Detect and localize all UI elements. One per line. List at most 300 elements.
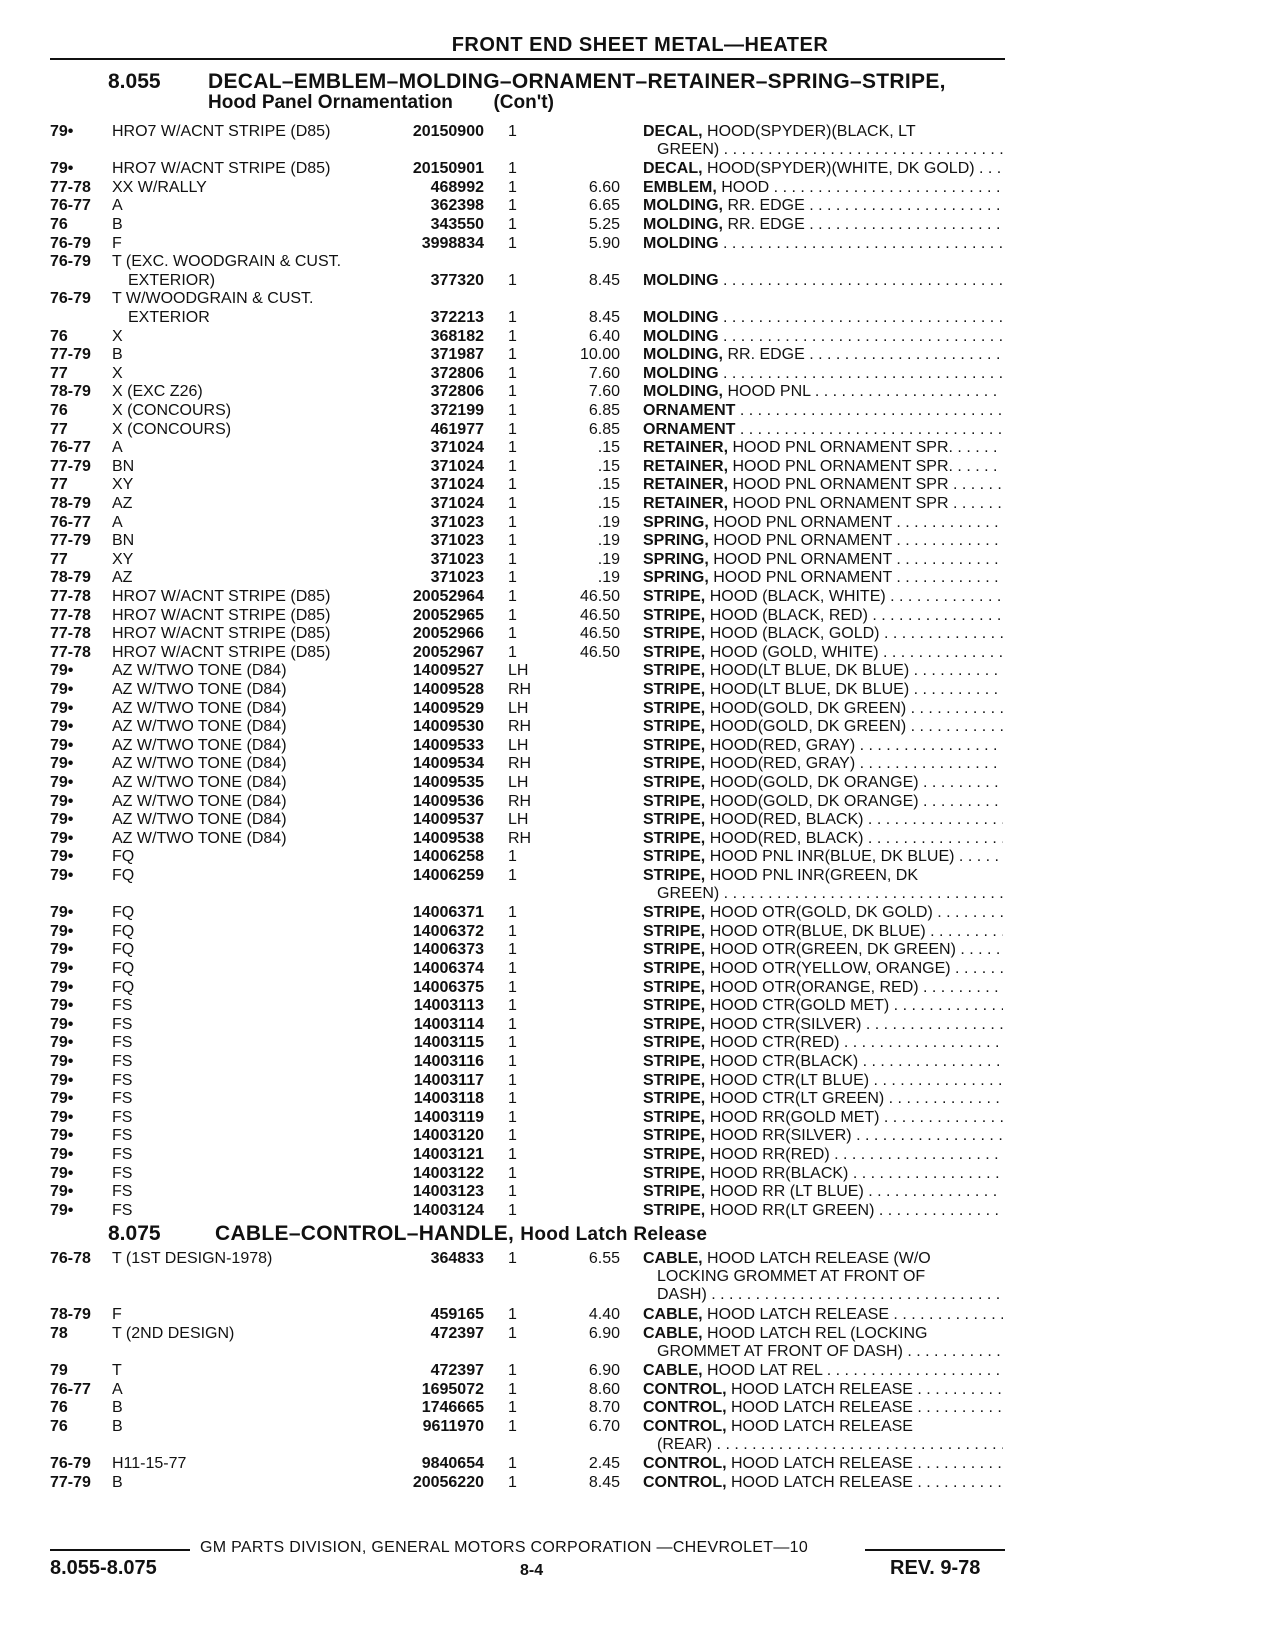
part-description — [643, 1016, 1003, 1034]
part-detail: HOOD OTR(GREEN, DK GREEN) . — [709, 941, 965, 959]
price: 46.50 — [579, 625, 620, 643]
quantity: 1 — [508, 123, 517, 140]
model-code — [112, 216, 392, 234]
part-name: STRIPE, — [643, 1183, 706, 1201]
part-name: STRIPE, — [643, 978, 706, 996]
part-name: SPRING, — [643, 569, 709, 587]
part-number: 20150901 — [412, 160, 484, 178]
part-description — [643, 235, 1003, 253]
leader-dots — [112, 341, 392, 343]
model-year: 76-79 — [50, 253, 91, 271]
quantity: 1 — [508, 550, 517, 568]
part-detail: HOOD CTR(SILVER) — [709, 1015, 862, 1033]
price: .19 — [597, 513, 620, 531]
part-name: CONTROL, — [643, 1455, 727, 1472]
quantity: 1 — [508, 904, 517, 922]
model-year: 76 — [50, 216, 68, 233]
part-number: 14003118 — [413, 1090, 484, 1108]
quantity: 1 — [508, 606, 517, 624]
price: .15 — [597, 457, 620, 475]
model-year: 79• — [50, 755, 74, 773]
part-description — [643, 1381, 1003, 1399]
part-detail: HOOD(GOLD, DK ORANGE) — [709, 792, 919, 810]
model-code-text: AZ W/TWO TONE (D84) — [112, 811, 290, 828]
price: 5.90 — [588, 234, 620, 252]
leader-dots — [112, 564, 392, 566]
model-code-text: F — [112, 235, 125, 252]
part-detail: HOOD PNL ORNAMENT SPR . — [732, 495, 958, 512]
leader-dots — [112, 973, 392, 975]
part-name: STRIPE, — [643, 1053, 706, 1070]
part-name: MOLDING — [643, 308, 719, 326]
part-description — [643, 607, 1003, 625]
model-year: 79• — [50, 829, 74, 847]
part-name: STRIPE, — [643, 960, 706, 977]
model-code-text: B — [112, 216, 126, 233]
price: 6.90 — [588, 1324, 620, 1342]
part-detail: HOOD CTR(BLACK) — [709, 1053, 859, 1070]
part-detail: HOOD PNL ORNAMENT — [713, 550, 892, 568]
quantity: 1 — [508, 1455, 517, 1472]
footer-page-number: 8-4 — [520, 1562, 544, 1579]
part-name: STRIPE, — [643, 922, 706, 940]
part-name: STRIPE, — [643, 848, 706, 866]
model-code — [112, 1362, 392, 1380]
model-code — [112, 328, 392, 346]
quantity: 1 — [508, 1399, 517, 1417]
part-number: 14003117 — [413, 1071, 484, 1089]
model-year: 76-79 — [50, 234, 91, 252]
part-name: SPRING, — [643, 513, 709, 531]
part-detail: HOOD(LT BLUE, DK BLUE) — [709, 662, 910, 680]
part-number: 14009538 — [412, 829, 484, 847]
model-code — [112, 235, 392, 253]
price: 6.90 — [588, 1362, 620, 1379]
part-description — [643, 383, 1003, 401]
quantity: 1 — [508, 625, 517, 643]
part-name: CABLE, — [643, 1324, 703, 1342]
model-code-text: X — [112, 328, 126, 345]
quantity: 1 — [508, 346, 517, 364]
part-description — [643, 1362, 1003, 1380]
quantity: 1 — [508, 495, 517, 512]
price: 8.70 — [588, 1399, 620, 1417]
part-name: RETAINER, — [643, 457, 729, 475]
price: 6.65 — [588, 197, 620, 215]
model-code-text: FS — [112, 1146, 135, 1163]
part-detail: HOOD PNL ORNAMENT SPR . — [732, 476, 958, 494]
part-detail: HOOD LATCH RELEASE — [707, 1306, 889, 1324]
part-name: STRIPE, — [643, 1146, 706, 1163]
quantity: LH — [508, 736, 529, 754]
part-description — [643, 1474, 1003, 1492]
part-detail-cont: GROMMET AT FRONT OF DASH) . . . — [643, 1343, 1003, 1361]
section-title-2-text: CABLE–CONTROL–HANDLE, — [215, 1222, 515, 1246]
price: 46.50 — [579, 606, 620, 624]
model-code — [112, 569, 392, 587]
leader-dots — [112, 582, 392, 584]
part-description — [643, 718, 1003, 736]
quantity: 1 — [508, 960, 517, 977]
model-code — [112, 1146, 392, 1164]
part-description — [643, 439, 1003, 457]
model-year: 76 — [50, 1417, 68, 1435]
part-number: 461977 — [430, 420, 484, 438]
part-number: 371024 — [430, 495, 484, 512]
model-year: 79• — [50, 774, 74, 791]
price: .15 — [597, 439, 620, 457]
model-code — [112, 197, 392, 215]
price: .19 — [597, 550, 620, 568]
part-description — [643, 960, 1003, 978]
part-detail: HOOD(RED, BLACK) — [709, 829, 864, 847]
part-number: 372806 — [430, 383, 484, 401]
part-name: STRIPE, — [643, 1034, 706, 1052]
quantity: RH — [508, 755, 532, 773]
part-description — [643, 160, 1003, 178]
part-description — [643, 1146, 1003, 1164]
part-detail: HOOD(RED, GRAY) — [709, 736, 856, 754]
model-code — [112, 774, 392, 792]
leader-dots — [112, 1010, 392, 1012]
part-number: 377320 — [430, 271, 484, 289]
leader-dots — [112, 508, 392, 510]
section-title-2 — [215, 1222, 707, 1246]
model-code — [112, 700, 392, 718]
part-number: 1746665 — [421, 1399, 484, 1417]
part-number: 20150900 — [412, 123, 484, 140]
part-number: 14003124 — [412, 1201, 484, 1219]
part-description — [643, 179, 1003, 197]
part-name: MOLDING, — [643, 197, 723, 215]
part-number: 14003115 — [413, 1034, 484, 1052]
model-code — [112, 346, 392, 364]
price: 6.60 — [588, 178, 620, 196]
model-year: 79• — [50, 699, 74, 717]
part-detail: HOOD (GOLD, WHITE) — [709, 643, 879, 661]
model-year: 78 — [50, 1324, 68, 1342]
model-code — [112, 179, 392, 197]
part-detail: HOOD PNL INR(GREEN, DK — [709, 867, 919, 884]
leader-dots — [112, 936, 392, 938]
part-name: MOLDING, — [643, 346, 723, 364]
model-code-text: T (2ND DESIGN) — [112, 1325, 237, 1342]
quantity: 1 — [508, 1034, 517, 1052]
section-subtitle-text: Hood Panel Ornamentation — [208, 92, 453, 113]
quantity: 1 — [508, 1324, 517, 1342]
part-name: STRIPE, — [643, 718, 706, 736]
model-code — [112, 867, 392, 885]
part-description — [643, 793, 1003, 811]
model-year: 79• — [50, 960, 74, 977]
part-number: 371023 — [430, 532, 484, 550]
part-name: STRIPE, — [643, 867, 706, 884]
part-detail: HOOD LATCH REL (LOCKING — [707, 1324, 928, 1342]
part-number: 368182 — [430, 327, 484, 345]
section-continued: (Con't) — [493, 92, 554, 113]
model-code-text: AZ — [112, 495, 135, 512]
part-number: 20052966 — [412, 625, 484, 643]
model-code-text: AZ — [112, 569, 135, 586]
price: .19 — [597, 532, 620, 550]
model-code-text: X (CONCOURS) — [112, 402, 234, 419]
part-number: 343550 — [430, 216, 484, 233]
part-number: 14009527 — [412, 662, 484, 680]
part-detail: HOOD(GOLD, DK GREEN) — [709, 699, 907, 717]
model-code — [112, 755, 392, 773]
model-code-text: T — [112, 1362, 125, 1379]
part-description — [643, 681, 1003, 699]
model-code — [112, 1418, 392, 1436]
leader-dots — [112, 1178, 392, 1180]
part-detail: HOOD RR(GOLD MET) — [709, 1108, 880, 1126]
quantity: 1 — [508, 160, 517, 178]
model-code-text: AZ W/TWO TONE (D84) — [112, 718, 290, 735]
part-description — [643, 1325, 1003, 1361]
price: 8.60 — [588, 1380, 620, 1398]
model-year: 79• — [50, 941, 74, 959]
quantity: 1 — [508, 569, 517, 587]
model-year: 77 — [50, 476, 68, 494]
model-year: 79• — [50, 123, 74, 140]
model-year: 79• — [50, 867, 74, 884]
quantity: 1 — [508, 271, 517, 289]
model-year: 79• — [50, 1090, 74, 1108]
model-year: 76-77 — [50, 439, 91, 457]
leader-dots — [112, 1394, 392, 1396]
part-description — [643, 625, 1003, 643]
model-code — [112, 960, 392, 978]
part-detail: HOOD LATCH RELEASE — [731, 1380, 913, 1398]
model-code-text: T (1ST DESIGN-1978) — [112, 1250, 275, 1267]
part-number: 14009534 — [412, 755, 484, 773]
model-code — [112, 160, 392, 178]
model-year: 78-79 — [50, 569, 91, 587]
model-year: 79• — [50, 681, 74, 698]
model-code — [112, 421, 392, 439]
quantity: 1 — [508, 402, 517, 419]
model-code-text: FS — [112, 1109, 135, 1126]
part-number: 468992 — [430, 178, 484, 196]
part-number: 372213 — [430, 308, 484, 326]
part-name: CONTROL, — [643, 1417, 727, 1435]
part-description — [643, 402, 1003, 420]
model-code — [112, 644, 392, 662]
price: 7.60 — [588, 383, 620, 401]
part-name: RETAINER, — [643, 476, 729, 494]
model-year: 79• — [50, 1146, 74, 1163]
quantity: 1 — [508, 364, 517, 382]
model-code — [112, 830, 392, 848]
part-description — [643, 811, 1003, 829]
part-name: RETAINER, — [643, 439, 729, 457]
model-code-text: XX W/RALLY — [112, 179, 210, 196]
price: 6.55 — [588, 1250, 620, 1268]
model-year: 79 — [50, 1362, 68, 1379]
model-code — [112, 811, 392, 829]
part-name: CABLE, — [643, 1362, 703, 1379]
quantity: LH — [508, 699, 529, 717]
part-detail: HOOD RR(RED) — [709, 1146, 830, 1163]
part-description — [643, 700, 1003, 718]
part-name: CONTROL, — [643, 1380, 727, 1398]
model-code-text: AZ W/TWO TONE (D84) — [112, 737, 290, 754]
part-description — [643, 867, 1003, 903]
section-title: DECAL–EMBLEM–MOLDING–ORNAMENT–RETAINER–SPRING–STRIPE, — [208, 70, 946, 93]
model-code-text: HRO7 W/ACNT STRIPE (D85) — [112, 588, 333, 605]
quantity: RH — [508, 792, 532, 810]
part-description — [643, 1418, 1003, 1454]
model-code — [112, 1474, 392, 1492]
part-number: 459165 — [430, 1306, 484, 1324]
part-detail: RR. EDGE — [727, 197, 805, 215]
quantity: 1 — [508, 1015, 517, 1033]
model-year: 79• — [50, 718, 74, 736]
price: 4.40 — [588, 1306, 620, 1324]
part-name: STRIPE, — [643, 736, 706, 754]
part-description — [643, 569, 1003, 587]
model-code-text: FQ — [112, 960, 137, 977]
part-number: 14003123 — [412, 1183, 484, 1201]
part-number: 14009529 — [412, 699, 484, 717]
leader-dots — [112, 1215, 392, 1217]
part-description — [643, 1072, 1003, 1090]
model-year: 79• — [50, 922, 74, 940]
quantity: 1 — [508, 643, 517, 661]
part-name: STRIPE, — [643, 606, 706, 624]
model-year: 76-79 — [50, 290, 91, 308]
leader-dots — [112, 1159, 392, 1161]
part-name: DECAL, — [643, 123, 703, 140]
part-description — [643, 1109, 1003, 1127]
part-name: STRIPE, — [643, 699, 706, 717]
quantity: 1 — [508, 1108, 517, 1126]
quantity: 1 — [508, 178, 517, 196]
part-name: STRIPE, — [643, 997, 706, 1015]
leader-dots — [112, 917, 392, 919]
leader-dots — [112, 545, 392, 547]
model-code-text: FS — [112, 1016, 135, 1033]
price: 6.85 — [588, 420, 620, 438]
model-code-text: AZ W/TWO TONE (D84) — [112, 681, 290, 698]
model-code — [112, 1250, 392, 1268]
model-code — [112, 458, 392, 476]
part-description — [643, 848, 1003, 866]
model-code-text: HRO7 W/ACNT STRIPE (D85) — [112, 607, 333, 624]
part-number: 20052965 — [412, 606, 484, 624]
part-description — [643, 1090, 1003, 1108]
part-number: 472397 — [430, 1362, 484, 1379]
part-description — [643, 532, 1003, 550]
quantity: 1 — [508, 457, 517, 475]
quantity: 1 — [508, 1380, 517, 1398]
quantity: 1 — [508, 216, 517, 233]
part-detail: HOOD RR (LT BLUE) — [709, 1183, 864, 1201]
model-code — [112, 123, 392, 141]
part-description — [643, 923, 1003, 941]
part-detail: HOOD(RED, GRAY) — [709, 755, 856, 773]
part-detail: HOOD CTR(RED) — [709, 1034, 840, 1052]
model-code-cont-text: EXTERIOR) — [128, 272, 218, 289]
section-number-2: 8.075 — [108, 1222, 161, 1246]
quantity: 1 — [508, 383, 517, 401]
model-year: 76-77 — [50, 197, 91, 215]
part-detail: HOOD(SPYDER)(BLACK, LT — [707, 123, 916, 140]
model-code — [112, 1016, 392, 1034]
model-year: 79• — [50, 978, 74, 996]
model-code-text: X — [112, 365, 126, 382]
leader-dots — [112, 527, 392, 529]
part-description — [643, 346, 1003, 364]
model-code-text: AZ W/TWO TONE (D84) — [112, 830, 290, 847]
part-detail: HOOD OTR(YELLOW, ORANGE) . — [709, 960, 960, 977]
part-name: CABLE, — [643, 1306, 703, 1324]
model-year: 76 — [50, 1399, 68, 1417]
leader-dots — [112, 1431, 392, 1433]
part-number: 364833 — [430, 1250, 484, 1268]
part-detail: RR. EDGE — [727, 346, 805, 364]
quantity: 1 — [508, 1201, 517, 1219]
quantity: 1 — [508, 1090, 517, 1108]
quantity: LH — [508, 662, 529, 680]
part-detail-cont: GREEN) . . . — [643, 885, 1003, 903]
part-number: 371024 — [430, 439, 484, 457]
part-name: STRIPE, — [643, 1108, 706, 1126]
part-description — [643, 421, 1003, 439]
leader-dots — [112, 1487, 392, 1489]
model-code — [112, 588, 392, 606]
part-number: 14006373 — [412, 941, 484, 959]
part-number: 14003120 — [412, 1127, 484, 1145]
part-number: 14009537 — [412, 811, 484, 829]
model-code — [112, 718, 392, 736]
part-description — [643, 737, 1003, 755]
model-year: 79• — [50, 1183, 74, 1201]
model-code — [112, 365, 392, 383]
model-code — [112, 1127, 392, 1145]
part-detail: HOOD PNL ORNAMENT SPR. . — [732, 457, 962, 475]
part-number: 14003119 — [413, 1108, 484, 1126]
part-detail: HOOD(GOLD, DK ORANGE) — [709, 774, 919, 791]
leader-dots — [112, 1196, 392, 1198]
model-year: 79• — [50, 1201, 74, 1219]
quantity: 1 — [508, 1250, 517, 1268]
quantity: LH — [508, 811, 529, 829]
part-description — [643, 588, 1003, 606]
part-detail: HOOD(GOLD, DK GREEN) — [709, 718, 907, 736]
price: 46.50 — [579, 643, 620, 661]
quantity: 1 — [508, 1417, 517, 1435]
leader-dots — [112, 880, 392, 882]
part-name: RETAINER, — [643, 495, 729, 512]
part-description — [643, 774, 1003, 792]
part-detail-cont: LOCKING GROMMET AT FRONT OF — [657, 1268, 926, 1286]
part-name: MOLDING, — [643, 383, 723, 401]
part-number: 372199 — [430, 402, 484, 419]
part-name: STRIPE, — [643, 1164, 706, 1182]
model-year: 77 — [50, 550, 68, 568]
quantity: 1 — [508, 978, 517, 996]
part-name: STRIPE, — [643, 774, 706, 791]
model-code — [112, 941, 392, 959]
part-description — [643, 1165, 1003, 1183]
model-code — [112, 402, 392, 420]
model-code-text: FS — [112, 1165, 135, 1182]
model-code — [112, 1306, 392, 1324]
model-code — [112, 1183, 392, 1201]
quantity: 1 — [508, 1146, 517, 1163]
part-number: 14003113 — [413, 997, 484, 1015]
